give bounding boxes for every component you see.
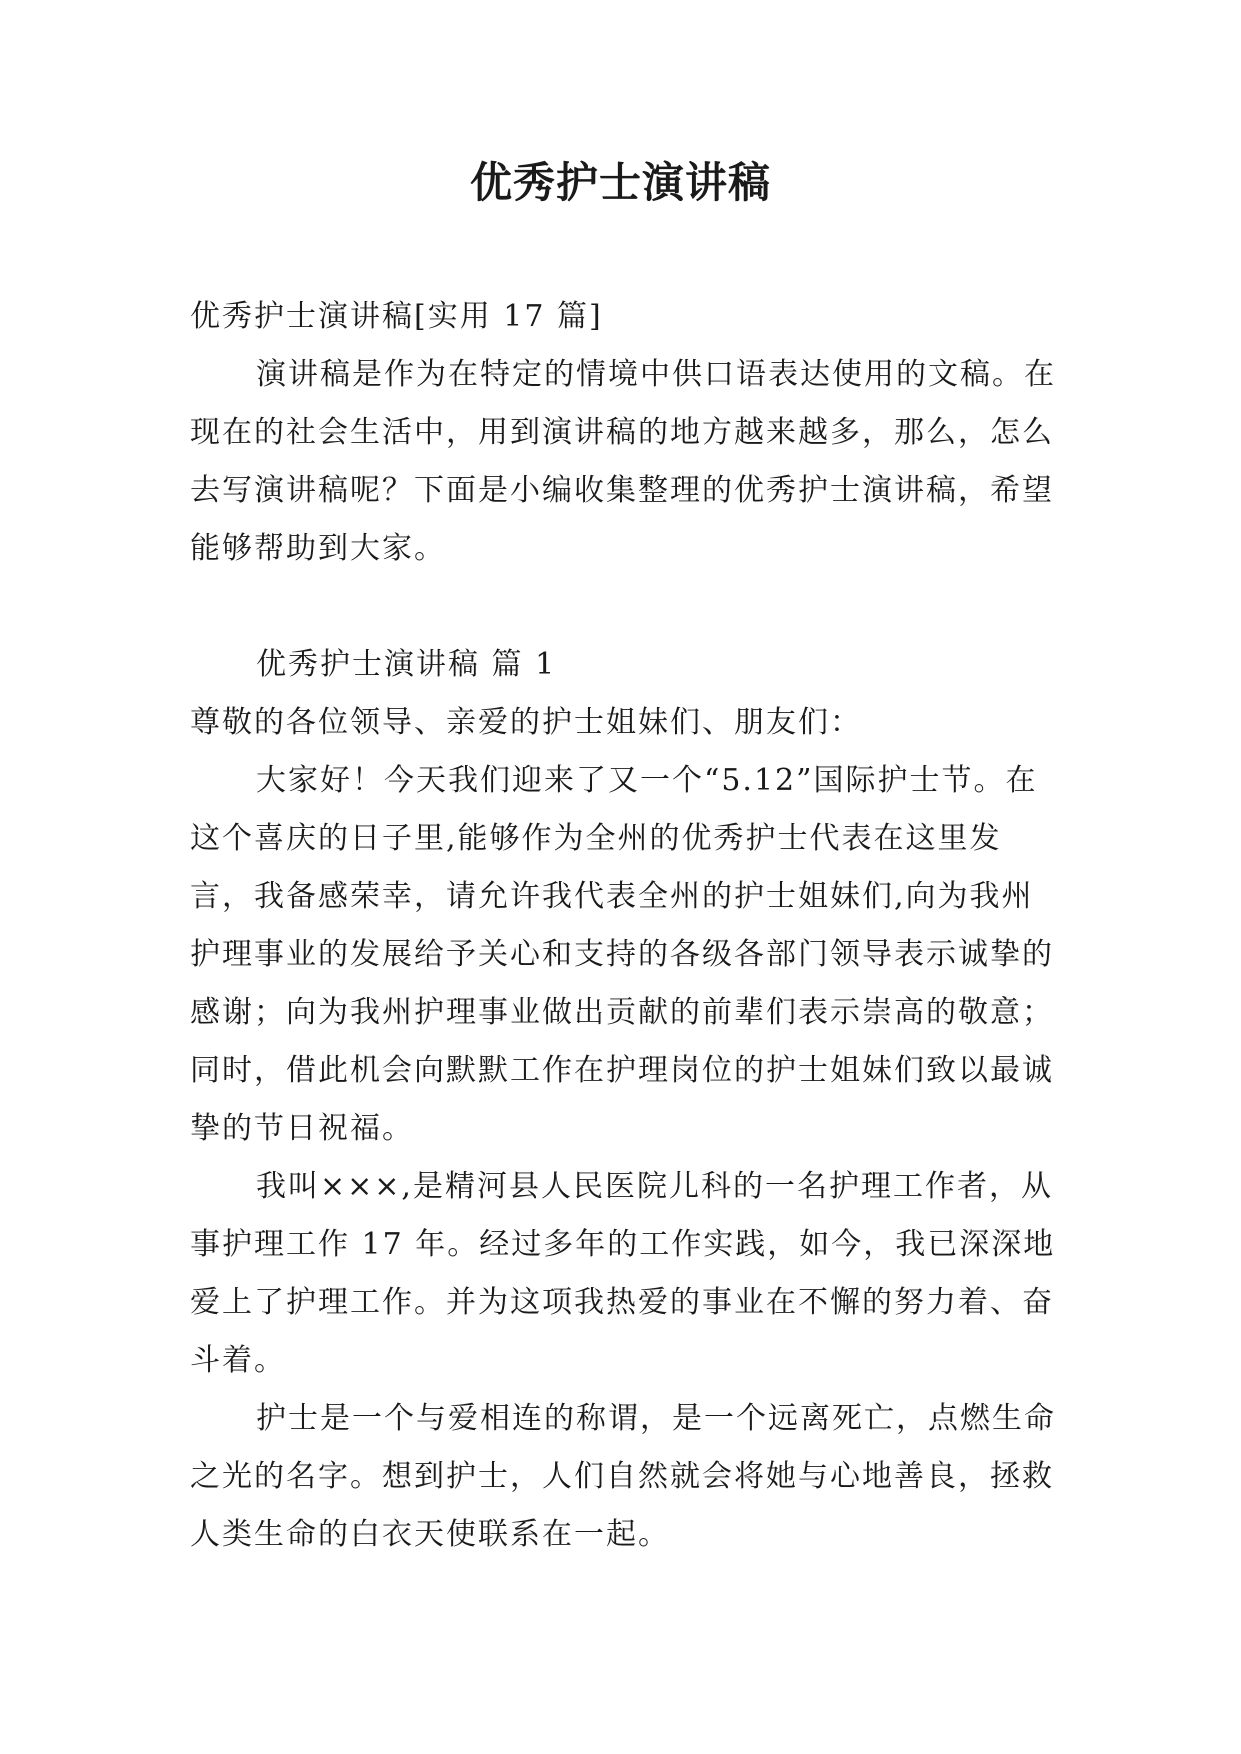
body-paragraph: 护士是一个与爱相连的称谓，是一个远离死亡，点燃生命之光的名字。想到护士，人们自然就会将她与心地善良，拯救人类生命的白衣天使联系在一起。: [190, 1401, 1056, 1552]
section-spacer: [190, 578, 1065, 636]
intro-paragraph: 演讲稿是作为在特定的情境中供口语表达使用的文稿。在现在的社会生活中，用到演讲稿的地方越来越多，那么，怎么去写演讲稿呢？下面是小编收集整理的优秀护士演讲稿，希望能够帮助到大家。: [190, 357, 1056, 566]
salutation: 尊敬的各位领导、亲爱的护士姐妹们、朋友们：: [190, 705, 862, 740]
body-paragraph: 我叫×××,是精河县人民医院儿科的一名护理工作者，从事护理工作 17 年。经过多年的工作实践，如今，我已深深地爱上了护理工作。并为这项我热爱的事业在不懈的努力着、奋斗着。: [190, 1169, 1056, 1378]
body-paragraph: 大家好！今天我们迎来了又一个“5.12”国际护士节。在这个喜庆的日子里,能够作为全州的优秀护士代表在这里发言，我备感荣幸，请允许我代表全州的护士姐妹们,向为我州护理事业的发展给予关心和支持的各级各部门领导表示诚挚的感谢；向为我州护理事业做出贡献的前辈们表示崇高的敬意；同时，借此机会向默默工作在护理岗位的护士姐妹们致以最诚挚的节日祝福。: [190, 763, 1054, 1146]
document-title: 优秀护士演讲稿: [469, 158, 771, 207]
section-heading: 优秀护士演讲稿 篇 1: [256, 647, 557, 682]
document-subtitle: 优秀护士演讲稿[实用 17 篇]: [190, 299, 603, 334]
document-body: [190, 288, 1065, 1564]
